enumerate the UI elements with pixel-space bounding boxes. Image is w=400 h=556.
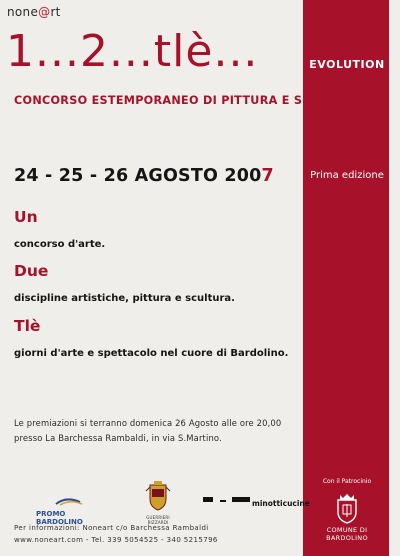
guerrieri-crest-icon [138, 481, 178, 511]
promo-bardolino-logo [36, 491, 94, 526]
section-text-un: concorso d'arte. [14, 239, 106, 250]
patronage-label: Con il Patrocinio [322, 478, 372, 485]
brand-text-at: @ [38, 5, 51, 19]
minotti-text: minotticucine [252, 499, 310, 508]
section-heading-due: Due [14, 262, 49, 280]
event-dates-last-digit: 7 [261, 166, 274, 186]
noneart-logo [7, 5, 61, 19]
awards-info: Le premiazioni si terranno domenica 26 Agosto alle ore 20,00 presso La Barchessa Rambaldi, in via S.Martino. [14, 418, 282, 443]
footer-info-line2: www.noneart.com - Tel. 339 5054525 - 340 5215796 [14, 536, 218, 544]
promo-wave-icon [36, 496, 94, 506]
red-vertical-band [303, 0, 389, 556]
event-subtitle: CONCORSO ESTEMPORANEO DI PITTURA E SCULTURA [14, 94, 361, 107]
guerrieri-caption: GUERRIERI RIZZARDI [146, 515, 170, 525]
promo-line1: PROMO [36, 510, 66, 518]
bardolino-crest-icon [332, 492, 362, 524]
section-heading-un: Un [14, 208, 38, 226]
section-heading-tle: Tlè [14, 317, 41, 335]
brand-text-pre: none [7, 5, 39, 19]
brand-text-post: rt [50, 5, 61, 19]
guerrieri-rizzardi-logo [138, 481, 178, 525]
minotti-logo [202, 494, 310, 508]
event-dates [14, 166, 274, 186]
comune-bardolino [305, 526, 389, 542]
section-text-due: discipline artistiche, pittura e scultura. [14, 293, 235, 304]
event-dates-main: 24 - 25 - 26 AGOSTO 200 [14, 166, 262, 186]
evolution-label: EVOLUTION [309, 58, 385, 71]
footer-info-line1: Per informazioni: Noneart c/o Barchessa Rambaldi [14, 524, 209, 532]
comune-line1: COMUNE DI [326, 526, 368, 534]
promo-line2: BARDOLINO [36, 518, 83, 526]
section-text-tle: giorni d'arte e spettacolo nel cuore di Bardolino. [14, 348, 289, 359]
comune-line2: BARDOLINO [326, 534, 368, 542]
minotti-mark-icon [202, 495, 252, 509]
event-title: 1...2...tlè... [6, 26, 259, 77]
edition-label: Prima edizione [310, 170, 384, 181]
